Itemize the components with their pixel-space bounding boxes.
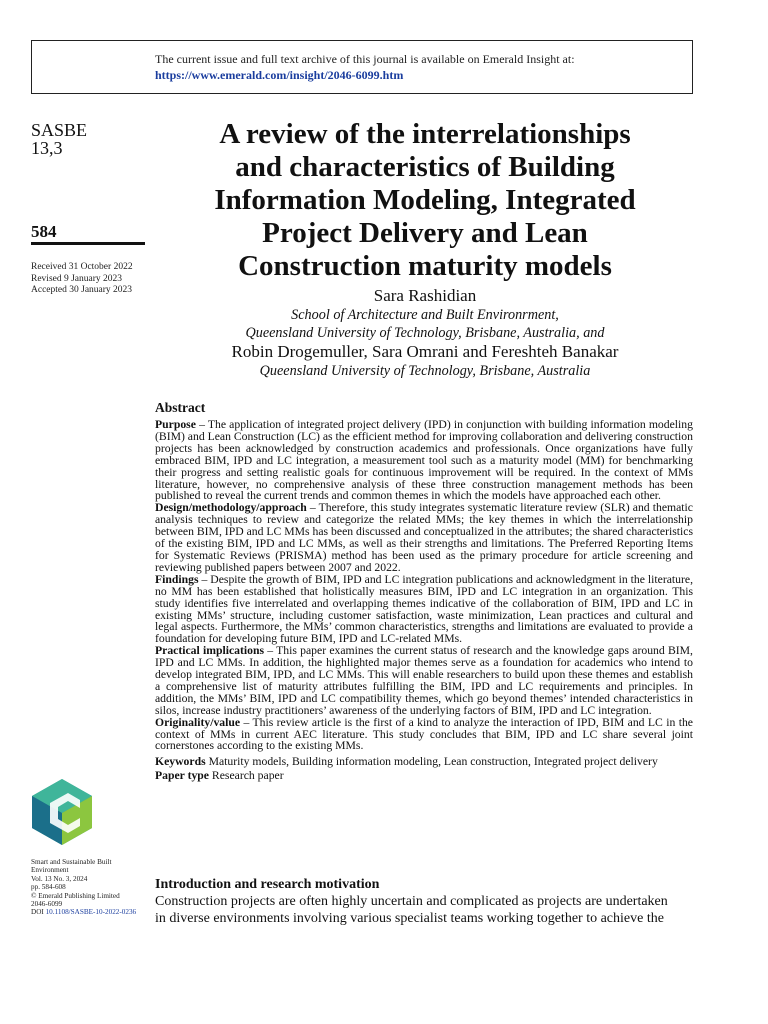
intro-heading: Introduction and research motivation	[155, 877, 380, 892]
title-line: Information Modeling, Integrated	[214, 184, 636, 216]
keywords	[155, 756, 693, 768]
title-line: and characteristics of Building	[235, 151, 615, 183]
journal-url-link[interactable]: https://www.emerald.com/insight/2046-6099.htm	[155, 68, 404, 82]
revised-date: Revised 9 January 2023	[31, 273, 123, 284]
article-dates	[31, 262, 133, 297]
keywords-text: Maturity models, Building information modeling, Lean construction, Integrated project delivery	[205, 755, 658, 769]
author-names: Robin Drogemuller, Sara Omrani and Fereshteh Banakar	[231, 342, 619, 361]
abstract-purpose	[155, 419, 693, 502]
intro-text-line: Construction projects are often highly uncertain and complicated as projects are undertaken	[155, 894, 668, 909]
section-label: Purpose	[155, 418, 196, 431]
keywords-label: Keywords	[155, 755, 206, 769]
sasbe-logo-icon	[30, 777, 94, 847]
journal-info-line: © Emerald Publishing Limited	[31, 891, 120, 900]
abstract-findings	[155, 574, 693, 645]
section-text: – Despite the growth of BIM, IPD and LC integration publications and acknowledgment in the literature, no MM has been established that holistically measures BIM, IPD and LC integration in an organization. This study identifies five interrelated and overlapping themes indicative of the collaboration of BIM, IPD and LC in existing MMs’ structure, including customer satisfaction, waste minimization, Lean practices and cultural and legal aspects. Furthermore, the MMs’ common characteristics, strengths and limitations are evaluated to provide a foundation for developing future BIM, IPD and LC-related MMs.	[155, 572, 693, 646]
doi-label: DOI	[31, 908, 44, 917]
journal-volume	[31, 121, 87, 157]
header-box	[31, 40, 693, 94]
intro-text-line: in diverse environments involving various specialist teams working together to achieve the	[155, 911, 664, 926]
journal-abbrev: SASBE	[31, 120, 88, 140]
received-date: Received 31 October 2022	[31, 262, 133, 272]
paper-type-text: Research paper	[209, 769, 284, 783]
abstract-design	[155, 502, 693, 573]
section-label: Practical implications	[155, 644, 265, 658]
paper-type-label: Paper type	[155, 769, 209, 783]
abstract-practical	[155, 645, 693, 716]
article-title	[155, 118, 695, 283]
paper-type	[155, 770, 693, 782]
title-line: Construction maturity models	[238, 250, 612, 282]
abstract	[155, 400, 693, 782]
section-text: – This review article is the first of a kind to analyze the interaction of IPD, BIM and LC in the context of MMs in current AEC literature. This study concludes that BIM, IPD and LC share several joint cornerstones according to the existing MMs.	[155, 715, 693, 753]
journal-info	[31, 858, 146, 917]
accepted-date: Accepted 30 January 2023	[31, 285, 133, 295]
section-text: – This paper examines the current status of research and the knowledge gaps around BIM, IPD and LC MMs. In addition, the highlighted major themes serve as a foundation for academics who intend to develop integrated BIM, IPD, and LC MMs. This will enable researchers to build upon these themes and establish a comprehensive list of maturity attributes fulfilling the BIM, IPD and LC requirements and principles. In addition, the MMs’ BIM, IPD and LC compatibility themes, which go beyond themes’ intended characteristics in silos, increase industry practitioners’ awareness of the underlying factors of BIM, IPD and LC integration.	[155, 644, 693, 717]
journal-info-line: 2046-6099	[31, 900, 63, 909]
section-label: Findings	[155, 572, 199, 586]
abstract-heading: Abstract	[155, 400, 206, 415]
page-number: 584	[31, 222, 57, 241]
authors-block	[155, 286, 695, 380]
author-affiliation: Queensland University of Technology, Brisbane, Australia, and	[245, 325, 605, 341]
journal-info-line: Environment	[31, 866, 69, 875]
volume-issue: 13,3	[31, 138, 63, 158]
abstract-originality	[155, 717, 693, 753]
author-affiliation: Queensland University of Technology, Brisbane, Australia	[259, 363, 591, 379]
journal-info-line: Vol. 13 No. 3, 2024	[31, 874, 88, 883]
section-text: – Therefore, this study integrates systematic literature review (SLR) and thematic analysis techniques to review and categorize the related MMs; the key themes in which the interrelationship between BIM, IPD and LC MMs has been discussed and conceptualized in the attributes; the shared characteristics of the existing BIM, IPD and LC MMs, as well as their strengths and limitations. The Preferred Reporting Items for Systematic Reviews (PRISMA) method has been used as the primary procedure for article screening and reviewing published papers between 2007 and 2022.	[155, 501, 693, 574]
doi-link[interactable]: 10.1108/SASBE-10-2022-0236	[45, 908, 137, 917]
doi-line	[31, 908, 146, 916]
title-line: A review of the interrelationships	[219, 118, 631, 150]
author-affiliation: School of Architecture and Built Environrment,	[291, 307, 559, 323]
section-text: – The application of integrated project delivery (IPD) in conjunction with building information modeling (BIM) and Lean Construction (LC) as the efficient method for improving collaboration and delivering construction projects has been acknowledged by construction academics and professionals. Once organizations have fully embraced BIM, IPD and LC integration, a measurement tool such as a maturity model (MM) for benchmarking their progress and setting realistic goals for continuous improvement will be required. In the context of MMs literature, however, no comprehensive analysis of these three construction management methods has been published to reveal the current trends and common themes in which the models have approached each other.	[155, 418, 693, 503]
title-line: Project Delivery and Lean	[262, 217, 588, 249]
journal-info-line: pp. 584-608	[31, 883, 66, 892]
header-archive-notice: The current issue and full text archive of this journal is available on Emerald Insight at:	[155, 52, 575, 66]
section-label: Design/methodology/approach	[155, 501, 307, 515]
journal-info-line: Smart and Sustainable Built	[31, 858, 112, 866]
introduction	[155, 876, 695, 927]
margin-divider	[31, 242, 145, 245]
section-label: Originality/value	[155, 715, 241, 729]
author-name: Sara Rashidian	[373, 286, 477, 305]
